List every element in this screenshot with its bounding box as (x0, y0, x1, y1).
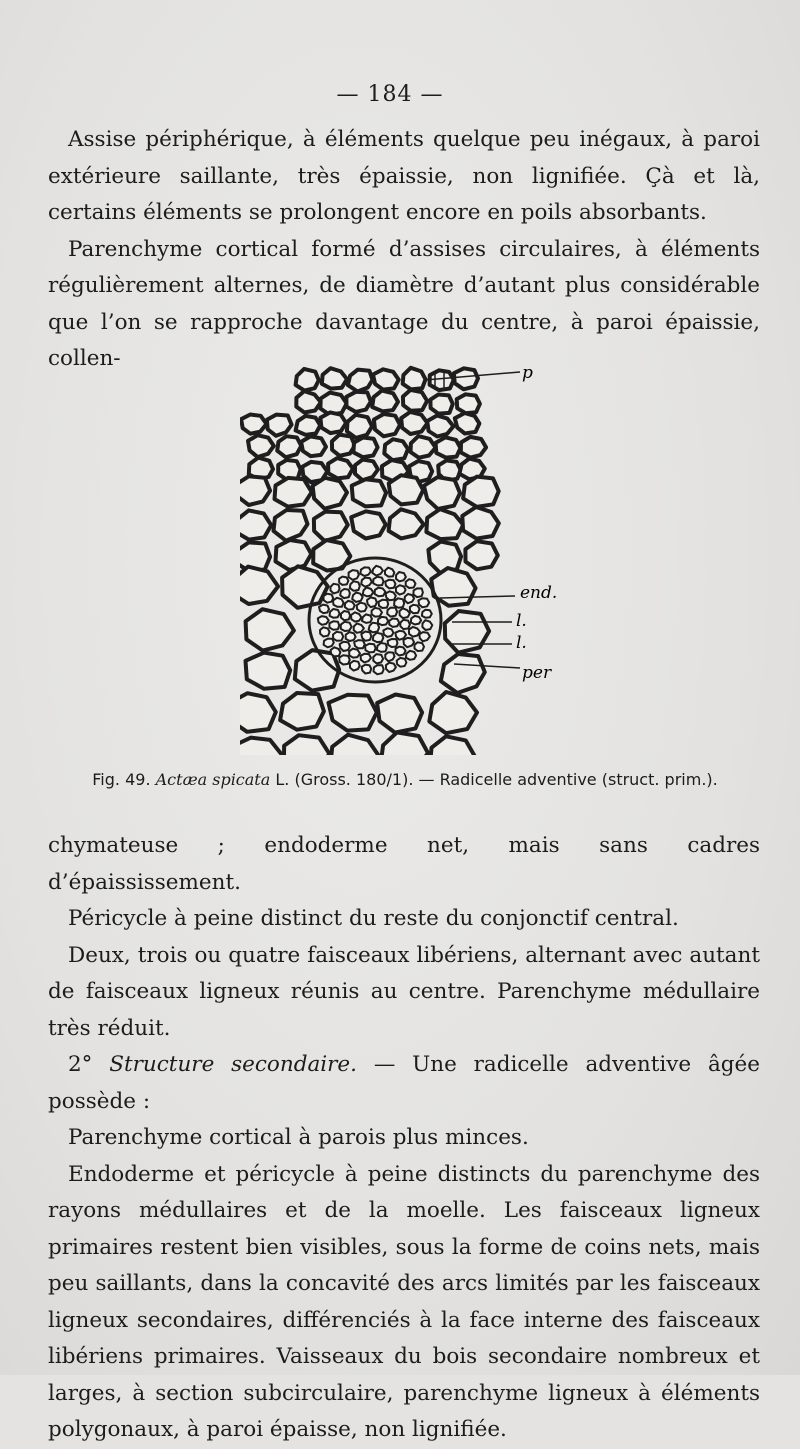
cortical-cell (373, 369, 399, 389)
cortical-cell (462, 507, 499, 539)
stele-cell (375, 588, 386, 597)
cortical-cell (374, 414, 400, 436)
stele-cell (386, 591, 396, 600)
label-l2: l. (516, 633, 527, 653)
stele-cell (374, 665, 384, 674)
cortical-cell (430, 736, 474, 755)
stele-cell (415, 642, 425, 651)
stele-cell (352, 593, 363, 602)
paragraph-endoderm-secondary: Endoderme et péricycle à peine distincts du parenchyme des rayons médullaires et de la moelle. Les faisceaux ligneux primaires restent bien visibles, sous la forme de coins nets, mais peu saillants, dans la concavité des arcs limités par les faisceaux ligneux secondaires, différenciés à la face interne des faisceaux libériens primaires. Vaisseaux du bois secondaire nombreux et larges, à section subcirculaire, parenchyme ligneux à éléments polygonaux, à paroi épaisse, non lignifiée. (48, 1161, 760, 1442)
stele-cell (320, 627, 330, 636)
stele-cell (361, 654, 371, 663)
cortical-cell (403, 390, 427, 411)
cortical-cell (411, 436, 436, 458)
cortical-cell (240, 738, 282, 755)
label-l1: l. (516, 611, 527, 631)
stele-cell (396, 585, 406, 594)
stele-cell (345, 601, 355, 610)
paragraph-collenchymatous: chymateuse ; endoderme net, mais sans cadres d’épaississement. (48, 833, 760, 895)
page-number: — 184 — (336, 82, 444, 107)
label-per: per (522, 663, 552, 683)
stele-cell (385, 568, 394, 577)
cortical-cell (313, 478, 347, 509)
cortical-cell (381, 732, 428, 755)
cortical-cell (403, 368, 426, 390)
stele-cell (349, 649, 360, 658)
cortical-cell (429, 692, 477, 733)
cortical-cell (430, 370, 454, 390)
stele-cell (350, 581, 360, 591)
paragraph-pericycle: Péricycle à peine distinct du reste du conjonctif central. (68, 906, 679, 931)
cortical-cell (277, 436, 301, 457)
stele-cell (411, 616, 421, 625)
cortical-cell (372, 391, 398, 412)
stele-cell (331, 647, 341, 656)
stele-cell (422, 610, 432, 618)
stele-cell (413, 588, 423, 597)
caption-description: L. (Gross. 180/1). — Radicelle adventive (struct. prim.). (275, 770, 718, 789)
cortical-cell (352, 479, 386, 506)
stele-cell (339, 577, 348, 585)
cortical-cell (275, 478, 312, 507)
cortical-cell (351, 511, 386, 538)
stele-cell (354, 640, 365, 648)
stele-cell (377, 643, 387, 652)
stele-cell (383, 628, 393, 637)
cortical-cell (331, 735, 379, 755)
stele-cell (354, 623, 364, 632)
cortical-cell (284, 735, 329, 755)
cortical-cell (296, 369, 319, 391)
stele-cell (333, 598, 344, 607)
stele-cell (361, 578, 372, 587)
cortical-cell (267, 415, 292, 436)
stele-cell (385, 580, 395, 589)
root-section-drawing (240, 360, 580, 755)
cortical-cell (427, 416, 453, 437)
stele-cell (349, 570, 359, 580)
cortical-cell (346, 392, 370, 412)
cortical-cell (276, 540, 312, 570)
cortical-cell (454, 368, 478, 389)
cortical-cell (389, 475, 424, 504)
stele-cell (357, 603, 367, 612)
stele-cell (406, 579, 416, 588)
cortical-cell (455, 413, 480, 434)
stele-cell (422, 620, 432, 630)
stele-cell (341, 622, 352, 631)
stele-cell (403, 638, 414, 647)
stele-cell (329, 621, 339, 630)
stele-cell (360, 567, 371, 576)
cortical-cell (355, 460, 378, 481)
cortical-cell (401, 412, 427, 434)
stele-cell (388, 639, 398, 647)
stele-cell (372, 608, 382, 617)
figure-49-illustration (240, 360, 580, 755)
stele-cell (367, 597, 377, 607)
cortical-cell (424, 477, 460, 509)
cortical-cell (384, 439, 408, 460)
stele-cell (323, 594, 333, 603)
stele-cell (410, 605, 420, 613)
stele-cell (379, 600, 389, 608)
stele-cell (331, 584, 340, 594)
section-intro: — Une radicelle adventive âgée possède : (48, 1052, 760, 1114)
cortical-cell (296, 416, 321, 435)
stele-cell (418, 598, 429, 607)
stele-cell (362, 665, 372, 674)
stele-cell (363, 587, 374, 596)
stele-cell (369, 623, 380, 633)
cortical-cell (322, 368, 347, 388)
cortical-cell (329, 695, 377, 731)
cortical-cell (461, 437, 486, 458)
stele-cell (340, 642, 350, 651)
cortical-cell (246, 653, 291, 689)
cortical-cell (441, 654, 485, 693)
cortical-cell (248, 435, 274, 457)
cortical-cell (282, 566, 328, 608)
cortical-cell (240, 567, 278, 604)
caption-species: Actæa spicata (155, 770, 271, 789)
cortical-cell (274, 510, 308, 541)
stele-cell (351, 612, 361, 621)
paragraph-thin-walls: Parenchyme cortical à parois plus minces. (68, 1125, 529, 1150)
stele-cell (339, 655, 350, 664)
stele-cell (378, 617, 388, 625)
stele-cell (318, 616, 329, 625)
cortical-cell (353, 438, 377, 458)
cortical-cell (246, 609, 294, 650)
caption-fig-number: Fig. 49. (92, 770, 151, 789)
cortical-cell (241, 415, 266, 434)
top-text-block (48, 122, 760, 378)
stele-cell (373, 633, 384, 642)
bottom-text-block (48, 828, 760, 1449)
stele-cell (373, 654, 383, 663)
cortical-cell (240, 693, 276, 732)
cortical-cell (328, 458, 353, 478)
cortical-cell (430, 395, 452, 414)
stele-cell (362, 614, 372, 623)
cortical-cell (465, 541, 497, 569)
paragraph-secondary-heading (48, 1047, 760, 1120)
cortical-cell (463, 477, 499, 507)
stele-cell (409, 627, 420, 637)
label-p: p (522, 363, 533, 383)
stele-cell (387, 608, 397, 617)
stele-cell (365, 644, 376, 653)
stele-cell (372, 566, 383, 576)
cortical-cell (320, 412, 346, 433)
stele-cell (385, 652, 394, 661)
stele-cell (406, 651, 416, 660)
stele-cell (350, 661, 360, 671)
paragraph-peripheral-layer: Assise périphérique, à éléments quelque peu inégaux, à paroi extérieure saillante, très épaissie, non lignifiée. Çà et là, certains éléments se prolongent encore en poils absorbants. (48, 127, 760, 225)
stele-cell (396, 572, 406, 581)
stele-cell (397, 658, 407, 667)
stele-cell (330, 609, 340, 618)
cortical-cell (240, 510, 271, 539)
stele-cell (341, 611, 350, 620)
stele-cell (373, 577, 383, 586)
stele-cell (394, 598, 404, 607)
stele-cell (333, 632, 343, 641)
cortical-cell (314, 512, 348, 541)
stele-cell (400, 620, 410, 629)
cortical-cell (436, 437, 461, 457)
cortical-cell (280, 693, 324, 730)
cortical-cell (445, 611, 489, 653)
stele-cell (346, 632, 356, 641)
figure-caption (40, 770, 770, 789)
stele-cell (399, 608, 410, 618)
paragraph-cortical-parenchyma: Parenchyme cortical formé d’assises circulaires, à éléments régulièrement alternes, de diamètre d’autant plus considérable que l’on se rapproche davantage du centre, à paroi épaissie, collen- (48, 236, 760, 371)
stele-cell (405, 594, 415, 603)
cortical-cell (240, 476, 270, 505)
cortical-cell (348, 370, 373, 392)
stele-cell (319, 605, 329, 614)
stele-cell (340, 589, 350, 598)
cortical-cell (457, 394, 480, 413)
cortical-cell (296, 391, 321, 412)
cortical-cell (426, 509, 463, 539)
cortical-cell (389, 509, 424, 538)
section-number: 2° (68, 1052, 93, 1077)
stele-cell (361, 632, 371, 641)
stele-cell (324, 639, 334, 648)
stele-cell (389, 619, 399, 627)
cortical-cell (377, 695, 422, 733)
stele-cell (386, 663, 396, 672)
stele-cell (396, 647, 406, 656)
section-title: Structure secondaire. (109, 1052, 357, 1077)
cortical-cell (301, 436, 326, 456)
label-end: end. (520, 583, 558, 603)
paragraph-bundles: Deux, trois ou quatre faisceaux libériens, alternant avec autant de faisceaux ligneux réunis au centre. Parenchyme médullaire très réduit. (48, 942, 760, 1041)
stele-cell (419, 632, 430, 641)
